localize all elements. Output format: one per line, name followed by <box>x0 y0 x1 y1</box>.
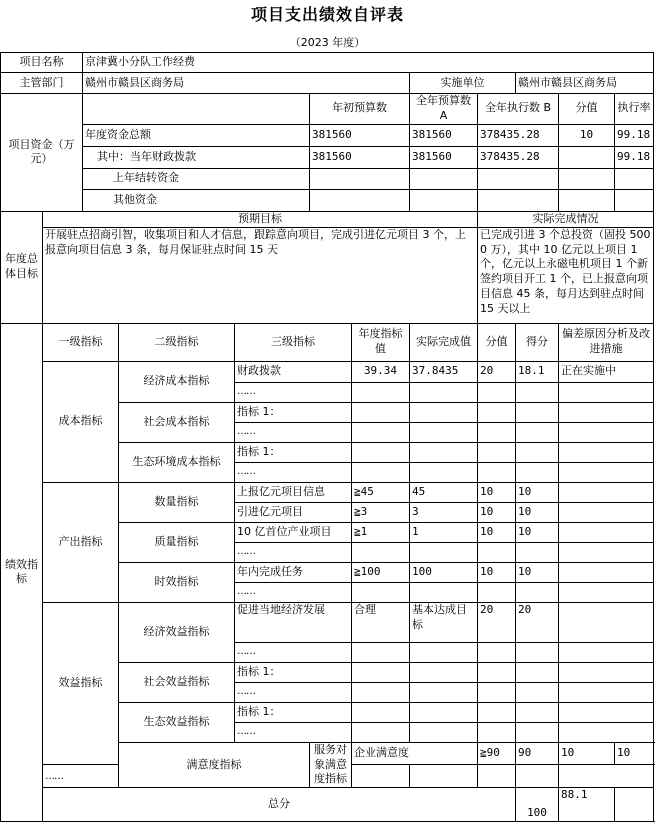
funds-rate <box>615 168 654 189</box>
satisfaction-score: 10 <box>615 742 654 765</box>
time-l2: 时效指标 <box>119 562 235 602</box>
perf-header-target: 年度指标值 <box>352 323 410 361</box>
funds-annual: 381560 <box>410 124 478 146</box>
funds-score-value <box>559 168 615 189</box>
funds-executed <box>478 189 559 211</box>
report-year: （2023 年度） <box>289 36 366 49</box>
econ-benefit-l2: 经济效益指标 <box>119 602 235 662</box>
perf-header-l2: 二级指标 <box>119 323 235 361</box>
satisfaction-actual: 90 <box>516 742 559 765</box>
funds-executed: 378435.28 <box>478 124 559 146</box>
funds-annual <box>410 189 478 211</box>
ellipsis-row: …… <box>235 542 352 562</box>
econ-cost-l2: 经济成本指标 <box>119 361 235 402</box>
quality-target: ≧1 <box>352 522 410 542</box>
funds-initial <box>310 189 410 211</box>
eco-cost-item: 指标 1： <box>235 442 352 462</box>
qty-item: 上报亿元项目信息 <box>235 482 352 502</box>
perf-header-score: 得分 <box>516 323 559 361</box>
ellipsis-row: …… <box>235 422 352 442</box>
social-cost-l2: 社会成本指标 <box>119 402 235 442</box>
funds-rate: 99.18 <box>615 146 654 168</box>
social-benefit-l2: 社会效益指标 <box>119 662 235 702</box>
qty-l2: 数量指标 <box>119 482 235 522</box>
satisfaction-value: 10 <box>559 742 615 765</box>
qty-target: ≧3 <box>352 502 410 522</box>
quality-score: 10 <box>516 522 559 542</box>
eco-benefit-item: 指标 1： <box>235 702 352 722</box>
econ-benefit-score: 20 <box>516 602 559 642</box>
quality-value: 10 <box>478 522 516 542</box>
perf-header-l3: 三级指标 <box>235 323 352 361</box>
funds-header-blank <box>83 94 310 125</box>
funds-annual: 381560 <box>410 146 478 168</box>
funds-row-label: 上年结转资金 <box>83 168 310 189</box>
project-name: 京津冀小分队工作经费 <box>83 53 654 73</box>
time-score: 10 <box>516 562 559 582</box>
econ-cost-item: 财政拨款 <box>235 361 352 382</box>
perf-header-l1: 一级指标 <box>43 323 119 361</box>
qty-item: 引进亿元项目 <box>235 502 352 522</box>
social-cost-item: 指标 1： <box>235 402 352 422</box>
funds-row-label: 其他资金 <box>83 189 310 211</box>
time-item: 年内完成任务 <box>235 562 352 582</box>
funds-executed <box>478 168 559 189</box>
econ-cost-score: 18.1 <box>516 361 559 382</box>
time-value: 10 <box>478 562 516 582</box>
expected-goal-text: 开展驻点招商引智，收集项目和人才信息，跟踪意向项目，完成引进亿元项目 3 个，上报意向项目信息 3 条，每月保证驻点时间 15 天 <box>43 227 478 323</box>
impl-value: 赣州市赣县区商务局 <box>516 73 654 94</box>
time-target: ≧100 <box>352 562 410 582</box>
satisfaction-item: 企业满意度 <box>352 742 478 765</box>
funds-row-label: 年度资金总额 <box>83 124 310 146</box>
perf-header-value: 分值 <box>478 323 516 361</box>
quality-actual: 1 <box>410 522 478 542</box>
ellipsis-row: …… <box>235 462 352 482</box>
econ-cost-note: 正在实施中 <box>559 361 654 382</box>
funds-row-label: 其中：当年财政拨款 <box>83 146 310 168</box>
funds-score-value <box>559 189 615 211</box>
qty-score: 10 <box>516 502 559 522</box>
funds-rate: 99.18 <box>615 124 654 146</box>
total-value: 100 <box>516 788 559 822</box>
time-actual: 100 <box>410 562 478 582</box>
actual-goal-text: 已完成引进 3 个总投资（固投 5000 万），其中 10 亿元以上项目 1 个，亿元以上永磁电机项目 1 个新签约项目开工 1 个，已上报意向项目信息 45 条，每月达到驻点时间 15 天以上 <box>478 227 654 323</box>
funds-header-initial: 年初预算数 <box>310 94 410 125</box>
qty-actual: 45 <box>410 482 478 502</box>
funds-executed: 378435.28 <box>478 146 559 168</box>
funds-score-value: 10 <box>559 124 615 146</box>
qty-value: 10 <box>478 502 516 522</box>
eco-cost-l2: 生态环境成本指标 <box>119 442 235 482</box>
funds-rate <box>615 189 654 211</box>
satisfaction-l2: 服务对象满意度指标 <box>310 742 352 788</box>
perf-header-actual: 实际完成值 <box>410 323 478 361</box>
ellipsis-row: …… <box>43 765 119 788</box>
quality-l2: 质量指标 <box>119 522 235 562</box>
satisfaction-l1: 满意度指标 <box>119 742 310 788</box>
funds-score-value <box>559 146 615 168</box>
funds-initial: 381560 <box>310 146 410 168</box>
econ-benefit-actual: 基本达成目标 <box>410 602 478 642</box>
perf-label: 绩效指标 <box>1 323 43 822</box>
econ-benefit-value: 20 <box>478 602 516 642</box>
econ-cost-target: 39.34 <box>352 361 410 382</box>
dept-value: 赣州市赣县区商务局 <box>83 73 410 94</box>
funds-initial: 381560 <box>310 124 410 146</box>
page-title: 项目支出绩效自评表 <box>250 5 404 24</box>
qty-value: 10 <box>478 482 516 502</box>
funds-annual <box>410 168 478 189</box>
evaluation-table <box>0 52 654 822</box>
cost-l1: 成本指标 <box>43 361 119 482</box>
total-score: 88.1 <box>559 788 615 822</box>
satisfaction-target: ≧90 <box>478 742 516 765</box>
ellipsis-row: …… <box>235 682 352 702</box>
eco-benefit-l2: 生态效益指标 <box>119 702 235 742</box>
expected-goal-header: 预期目标 <box>43 211 478 227</box>
benefit-l1: 效益指标 <box>43 602 119 765</box>
impl-label: 实施单位 <box>410 73 516 94</box>
econ-benefit-target: 合理 <box>352 602 410 642</box>
social-benefit-item: 指标 1： <box>235 662 352 682</box>
perf-header-note: 偏差原因分析及改进措施 <box>559 323 654 361</box>
funds-initial <box>310 168 410 189</box>
econ-cost-value: 20 <box>478 361 516 382</box>
actual-goal-header: 实际完成情况 <box>478 211 654 227</box>
quality-item: 10 亿首位产业项目 <box>235 522 352 542</box>
goals-label: 年度总体目标 <box>1 211 43 323</box>
funds-header-value: 分值 <box>559 94 615 125</box>
project-name-label: 项目名称 <box>1 53 83 73</box>
output-l1: 产出指标 <box>43 482 119 602</box>
econ-cost-actual: 37.8435 <box>410 361 478 382</box>
ellipsis-row: …… <box>235 642 352 662</box>
funds-header-rate: 执行率 <box>615 94 654 125</box>
qty-actual: 3 <box>410 502 478 522</box>
funds-header-executed: 全年执行数 B <box>478 94 559 125</box>
funds-label: 项目资金（万元） <box>1 94 83 212</box>
funds-header-annual: 全年预算数 A <box>410 94 478 125</box>
qty-score: 10 <box>516 482 559 502</box>
qty-target: ≧45 <box>352 482 410 502</box>
dept-label: 主管部门 <box>1 73 83 94</box>
econ-benefit-item: 促进当地经济发展 <box>235 602 352 642</box>
ellipsis-row: …… <box>235 582 352 602</box>
ellipsis-row: …… <box>235 722 352 742</box>
total-label: 总分 <box>43 788 516 822</box>
ellipsis-row: …… <box>235 382 352 402</box>
